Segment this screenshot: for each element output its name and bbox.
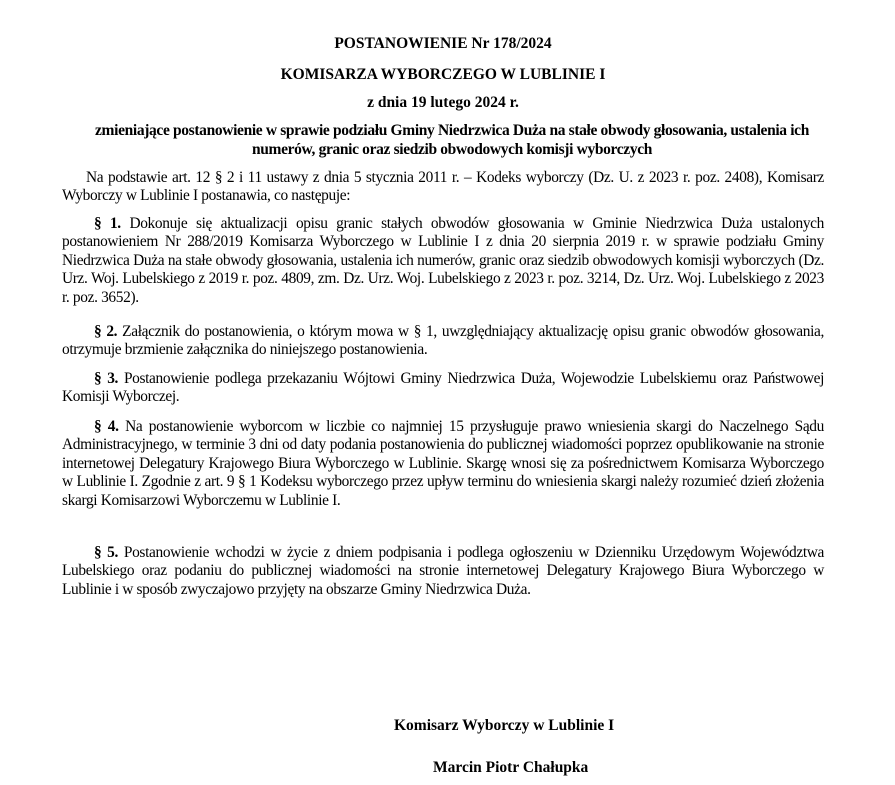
document-subject: zmieniające postanowienie w sprawie podziału Gminy Niedrzwica Duża na stałe obwody głosowania, ustalenia ich numerów, granic oraz siedzib obwodowych komisji wyborczych: [95, 122, 809, 158]
section-2: [62, 323, 824, 360]
section-text: Na postanowienie wyborcom w liczbie co najmniej 15 przysługuje prawo wniesienia skargi do Naczelnego Sądu Administracyjnego, w terminie 3 dni od daty podania postanowienia do publicznej wiadomości poprzez opublikowanie na stronie internetowej Delegatury Krajowego Biura Wyborczego w Lublinie. Skargę wnosi się za pośrednictwem Komisarza Wyborczego w Lublinie I. Zgodnie z art. 9 § 1 Kodeksu wyborczego przez upływ terminu do wniesienia skargi należy rozumieć dzień złożenia skargi Komisarzowi Wyborczemu w Lublinie I.: [62, 418, 825, 509]
section-number: § 4.: [94, 418, 119, 435]
section-1: [62, 215, 824, 307]
section-number: § 5.: [94, 544, 119, 561]
section-5: [62, 544, 824, 599]
section-text: Postanowienie podlega przekazaniu Wójtowi Gminy Niedrzwica Duża, Wojewodzie Lubelskiemu oraz Państwowej Komisji Wyborczej.: [62, 370, 824, 406]
document-title: POSTANOWIENIE Nr 178/2024: [334, 35, 552, 52]
document-issuer: KOMISARZA WYBORCZEGO W LUBLINIE I: [280, 66, 606, 83]
section-number: § 1.: [94, 215, 121, 232]
section-3: [62, 370, 824, 407]
section-text: Postanowienie wchodzi w życie z dniem podpisania i podlega ogłoszeniu w Dzienniku Urzędowym Województwa Lubelskiego oraz podaniu do publicznej wiadomości na stronie internetowej Delegatury Krajowego Biura Wyborczego w Lublinie i w sposób zwyczajowo przyjęty na obszarze Gminy Niedrzwica Duża.: [62, 544, 825, 598]
legal-basis-paragraph: Na podstawie art. 12 § 2 i 11 ustawy z dnia 5 stycznia 2011 r. – Kodeks wyborczy (Dz. U. z 2023 r. poz. 2408), Komisarz Wyborczy w Lublinie I postanawia, co następuje:: [62, 169, 824, 205]
document-date: z dnia 19 lutego 2024 r.: [367, 94, 519, 111]
signature-name: Marcin Piotr Chałupka: [433, 759, 589, 776]
signature-title: Komisarz Wyborczy w Lublinie I: [394, 717, 615, 734]
section-text: Dokonuje się aktualizacji opisu granic stałych obwodów głosowania w Gminie Niedrzwica Duża ustalonych postanowieniem Nr 288/2019 Komisarza Wyborczego w Lublinie I z dnia 20 sierpnia 2019 r. w sprawie podziału Gminy Niedrzwica Duża na stałe obwody głosowania, ustalenia ich numerów, granic oraz siedzib obwodowych komisji wyborczych (Dz. Urz. Woj. Lubelskiego z 2019 r. poz. 4809, zm. Dz. Urz. Woj. Lubelskiego z 2023 r. poz. 3214, Dz. Urz. Woj. Lubelskiego z 2023 r. poz. 3652).: [62, 215, 825, 306]
section-number: § 3.: [94, 370, 119, 387]
section-number: § 2.: [94, 323, 118, 340]
section-text: Załącznik do postanowienia, o którym mowa w § 1, uwzględniający aktualizację opisu granic obwodów głosowania, otrzymuje brzmienie załącznika do niniejszego postanowienia.: [62, 323, 825, 359]
section-4: [62, 418, 824, 510]
